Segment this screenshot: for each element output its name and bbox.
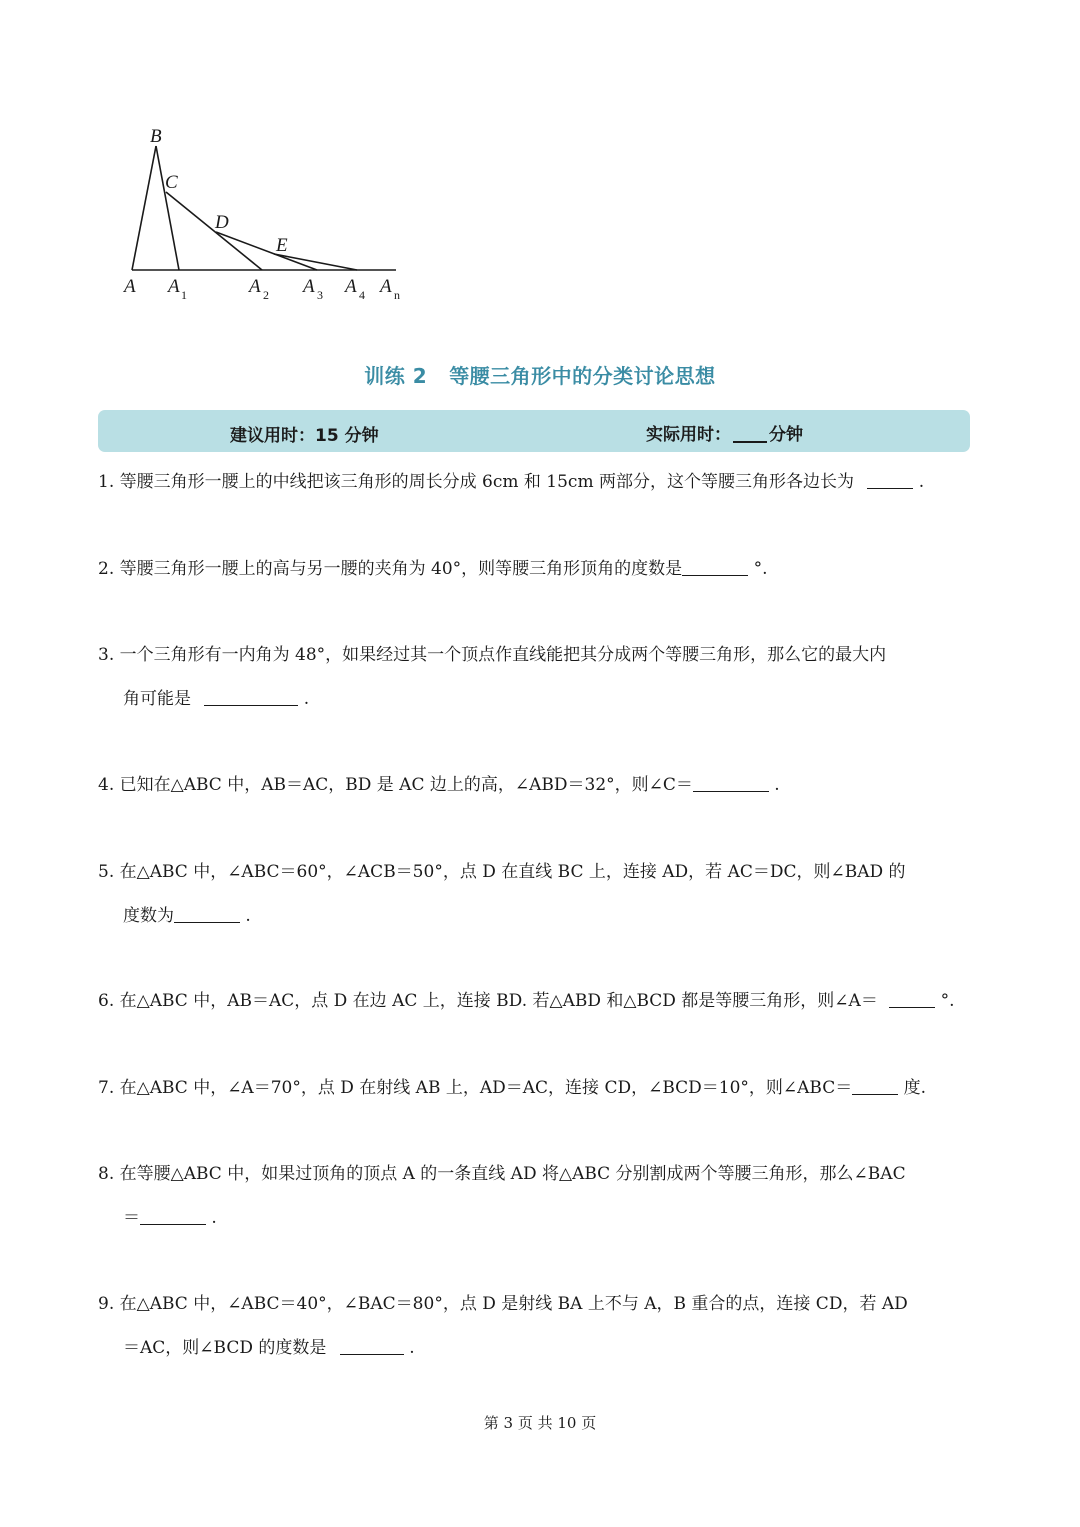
segment-AB <box>132 146 156 270</box>
question-1 <box>98 460 988 504</box>
question-8-line2-text: ＝ <box>123 1208 140 1228</box>
label-A3: A <box>303 276 315 297</box>
segment-EA4 <box>274 254 357 270</box>
segment-CA2 <box>166 192 262 270</box>
question-5 <box>98 850 988 938</box>
question-7 <box>98 1066 988 1110</box>
question-3-line2-text: 角可能是 <box>123 689 191 709</box>
section-title <box>0 360 1080 389</box>
question-5-end: . <box>240 906 251 926</box>
label-C: C <box>165 172 178 193</box>
label-A1-sub: 1 <box>181 288 187 302</box>
question-4-end: . <box>768 775 780 795</box>
actual-time-unit: 分钟 <box>769 425 803 445</box>
question-9-end: . <box>403 1338 415 1358</box>
question-6 <box>98 979 988 1023</box>
question-9-blank[interactable] <box>340 1338 404 1355</box>
question-6-end: °. <box>935 991 955 1011</box>
question-7-end: 度. <box>898 1078 927 1098</box>
segment-DA3 <box>216 232 317 270</box>
question-8-line2 <box>98 1196 988 1240</box>
question-2 <box>98 547 988 591</box>
page-footer: 第 3 页 共 10 页 <box>483 1414 597 1432</box>
label-D: D <box>215 212 229 233</box>
question-3-line2 <box>98 677 988 721</box>
question-3-end: . <box>298 689 310 709</box>
question-4 <box>98 763 988 807</box>
question-8-line1: 8. 在等腰△ABC 中，如果过顶角的顶点 A 的一条直线 AD 将△ABC 分别割成两个等腰三角形，那么∠BAC <box>98 1164 906 1184</box>
segment-BA1 <box>156 146 179 270</box>
question-5-line1: 5. 在△ABC 中，∠ABC＝60°，∠ACB＝50°，点 D 在直线 BC 上，连接 AD，若 AC＝DC，则∠BAD 的 <box>98 862 906 882</box>
label-A2-sub: 2 <box>263 288 269 302</box>
question-3-line1: 3. 一个三角形有一内角为 48°，如果经过其一个顶点作直线能把其分成两个等腰三角形，那么它的最大内 <box>98 645 887 665</box>
question-1-blank[interactable] <box>867 472 913 489</box>
question-8-end: . <box>206 1208 217 1228</box>
question-3-blank[interactable] <box>204 689 298 706</box>
question-5-line2 <box>98 894 988 938</box>
question-9-line1: 9. 在△ABC 中，∠ABC＝40°，∠BAC＝80°，点 D 是射线 BA 上不与 A，B 重合的点，连接 CD，若 AD <box>98 1294 908 1314</box>
question-9-line2 <box>98 1326 988 1370</box>
geometry-figure <box>112 118 412 318</box>
question-7-text: 7. 在△ABC 中，∠A＝70°，点 D 在射线 AB 上，AD＝AC，连接 CD，∠BCD＝10°，则∠ABC＝ <box>98 1078 853 1098</box>
question-5-line2-text: 度数为 <box>123 906 174 926</box>
question-4-blank[interactable] <box>693 775 769 792</box>
label-A4: A <box>345 276 357 297</box>
label-A1: A <box>168 276 180 297</box>
question-6-text: 6. 在△ABC 中，AB＝AC，点 D 在边 AC 上，连接 BD. 若△ABD 和△BCD 都是等腰三角形，则∠A＝ <box>98 991 878 1011</box>
question-2-text: 2. 等腰三角形一腰上的高与另一腰的夹角为 40°，则等腰三角形顶角的度数是 <box>98 559 683 579</box>
label-A2: A <box>249 276 261 297</box>
question-9 <box>98 1282 988 1370</box>
actual-time <box>646 420 803 445</box>
question-5-blank[interactable] <box>174 906 240 923</box>
label-A3-sub: 3 <box>317 288 323 302</box>
question-2-blank[interactable] <box>682 559 748 576</box>
triangle-diagram <box>112 118 412 318</box>
question-2-end: °. <box>748 559 768 579</box>
actual-time-label: 实际用时： <box>646 425 731 445</box>
suggested-time-label: 建议用时：15 分钟 <box>230 426 379 446</box>
question-3 <box>98 633 988 721</box>
question-8 <box>98 1152 988 1240</box>
section-title-main: 等腰三角形中的分类讨论思想 <box>449 364 716 388</box>
question-8-blank[interactable] <box>140 1208 206 1225</box>
label-A: A <box>124 276 136 297</box>
label-B: B <box>150 126 162 147</box>
time-bar <box>98 410 970 452</box>
question-7-blank[interactable] <box>852 1078 898 1095</box>
label-A4-sub: 4 <box>359 288 365 302</box>
actual-time-blank[interactable] <box>733 441 767 443</box>
section-title-prefix: 训练 2 <box>364 364 428 388</box>
question-1-end: . <box>913 472 925 492</box>
question-4-text: 4. 已知在△ABC 中，AB＝AC，BD 是 AC 边上的高，∠ABD＝32°，则∠C＝ <box>98 775 693 795</box>
label-An: A <box>380 276 392 297</box>
question-9-line2-text: ＝AC，则∠BCD 的度数是 <box>123 1338 327 1358</box>
label-E: E <box>276 235 288 256</box>
label-An-sub: n <box>394 288 400 302</box>
question-1-text: 1. 等腰三角形一腰上的中线把该三角形的周长分成 6cm 和 15cm 两部分，这个等腰三角形各边长为 <box>98 472 854 492</box>
question-6-blank[interactable] <box>889 991 935 1008</box>
